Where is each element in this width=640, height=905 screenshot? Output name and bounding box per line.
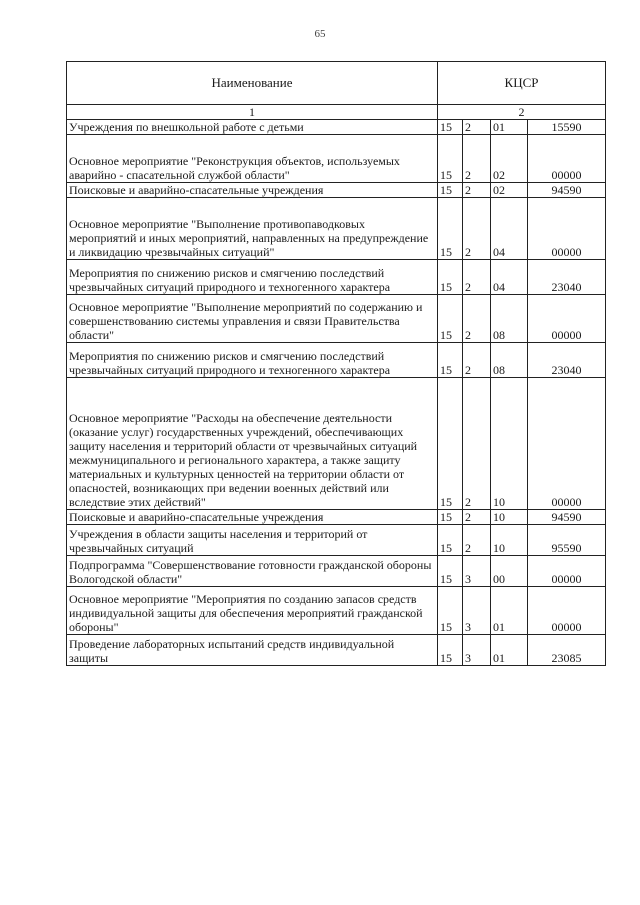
row-name-cell: Основное мероприятие "Мероприятия по созданию запасов средств индивидуальной защиты для обеспечения мероприятий гражданской обороны": [67, 587, 438, 635]
column-number-1: 1: [67, 105, 438, 120]
table-row: [67, 635, 606, 666]
kcsr-direction-cell: 00000: [528, 556, 606, 587]
row-name-cell: Поисковые и аварийно-спасательные учреждения: [67, 183, 438, 198]
kcsr-subprogram-cell: 2: [463, 260, 491, 295]
table-row: [67, 378, 606, 510]
kcsr-direction-cell: 15590: [528, 120, 606, 135]
kcsr-program-cell: 15: [438, 198, 463, 260]
table-row: [67, 510, 606, 525]
kcsr-event-cell: 00: [491, 556, 528, 587]
kcsr-program-cell: 15: [438, 556, 463, 587]
kcsr-direction-cell: 00000: [528, 198, 606, 260]
kcsr-subprogram-cell: 2: [463, 198, 491, 260]
table-row: [67, 587, 606, 635]
table-header-row: [67, 62, 606, 105]
kcsr-subprogram-cell: 2: [463, 295, 491, 343]
kcsr-program-cell: 15: [438, 525, 463, 556]
kcsr-direction-cell: 00000: [528, 295, 606, 343]
kcsr-program-cell: 15: [438, 183, 463, 198]
kcsr-program-cell: 15: [438, 510, 463, 525]
kcsr-subprogram-cell: 2: [463, 525, 491, 556]
kcsr-direction-cell: 94590: [528, 510, 606, 525]
kcsr-event-cell: 04: [491, 198, 528, 260]
kcsr-event-cell: 10: [491, 378, 528, 510]
kcsr-program-cell: 15: [438, 635, 463, 666]
kcsr-event-cell: 02: [491, 135, 528, 183]
table-row: [67, 198, 606, 260]
row-name-cell: Подпрограмма "Совершенствование готовности гражданской обороны Вологодской области": [67, 556, 438, 587]
kcsr-event-cell: 01: [491, 120, 528, 135]
kcsr-direction-cell: 94590: [528, 183, 606, 198]
row-name-cell: Мероприятия по снижению рисков и смягчению последствий чрезвычайных ситуаций природного и техногенного характера: [67, 343, 438, 378]
kcsr-event-cell: 10: [491, 510, 528, 525]
kcsr-program-cell: 15: [438, 378, 463, 510]
table-row: [67, 120, 606, 135]
kcsr-direction-cell: 00000: [528, 135, 606, 183]
kcsr-program-cell: 15: [438, 135, 463, 183]
row-name-cell: Основное мероприятие "Расходы на обеспечение деятельности (оказание услуг) государственных учреждений, обеспечивающих защиту населения и территорий области от чрезвычайных ситуаций межмуниципального и регионального характера, а также защиту материальных и культурных ценностей на территории области от опасностей, возникающих при ведении военных действий или вследствие этих действий": [67, 378, 438, 510]
kcsr-event-cell: 08: [491, 343, 528, 378]
kcsr-direction-cell: 00000: [528, 587, 606, 635]
kcsr-subprogram-cell: 2: [463, 343, 491, 378]
table-row: [67, 295, 606, 343]
kcsr-direction-cell: 23085: [528, 635, 606, 666]
row-name-cell: Поисковые и аварийно-спасательные учреждения: [67, 510, 438, 525]
kcsr-event-cell: 01: [491, 635, 528, 666]
table-row: [67, 556, 606, 587]
row-name-cell: Основное мероприятие "Реконструкция объектов, используемых аварийно - спасательной службой области": [67, 135, 438, 183]
kcsr-subprogram-cell: 3: [463, 587, 491, 635]
kcsr-program-cell: 15: [438, 343, 463, 378]
kcsr-subprogram-cell: 3: [463, 556, 491, 587]
kcsr-event-cell: 01: [491, 587, 528, 635]
table-row: [67, 135, 606, 183]
kcsr-event-cell: 02: [491, 183, 528, 198]
row-name-cell: Основное мероприятие "Выполнение мероприятий по содержанию и совершенствованию системы управления и связи Правительства области": [67, 295, 438, 343]
row-name-cell: Проведение лабораторных испытаний средств индивидуальной защиты: [67, 635, 438, 666]
kcsr-program-cell: 15: [438, 260, 463, 295]
column-number-row: [67, 105, 606, 120]
table-row: [67, 260, 606, 295]
kcsr-subprogram-cell: 2: [463, 378, 491, 510]
kcsr-subprogram-cell: 2: [463, 135, 491, 183]
kcsr-direction-cell: 23040: [528, 343, 606, 378]
kcsr-subprogram-cell: 2: [463, 183, 491, 198]
kcsr-direction-cell: 00000: [528, 378, 606, 510]
column-number-2: 2: [438, 105, 606, 120]
row-name-cell: Учреждения в области защиты населения и территорий от чрезвычайных ситуаций: [67, 525, 438, 556]
column-header-kcsr: КЦСР: [438, 62, 606, 105]
kcsr-event-cell: 04: [491, 260, 528, 295]
row-name-cell: Мероприятия по снижению рисков и смягчению последствий чрезвычайных ситуаций природного и техногенного характера: [67, 260, 438, 295]
table-row: [67, 343, 606, 378]
column-header-name: Наименование: [67, 62, 438, 105]
kcsr-subprogram-cell: 2: [463, 510, 491, 525]
kcsr-program-cell: 15: [438, 587, 463, 635]
kcsr-event-cell: 08: [491, 295, 528, 343]
table-row: [67, 525, 606, 556]
kcsr-program-cell: 15: [438, 295, 463, 343]
kcsr-subprogram-cell: 3: [463, 635, 491, 666]
kcsr-event-cell: 10: [491, 525, 528, 556]
row-name-cell: Основное мероприятие "Выполнение противопаводковых мероприятий и иных мероприятий, направленных на предупреждение и ликвидацию чрезвычайных ситуаций": [67, 198, 438, 260]
kcsr-direction-cell: 23040: [528, 260, 606, 295]
page-number: 65: [314, 28, 326, 40]
row-name-cell: Учреждения по внешкольной работе с детьми: [67, 120, 438, 135]
budget-classification-table: [66, 61, 606, 666]
kcsr-program-cell: 15: [438, 120, 463, 135]
kcsr-direction-cell: 95590: [528, 525, 606, 556]
table-row: [67, 183, 606, 198]
kcsr-subprogram-cell: 2: [463, 120, 491, 135]
